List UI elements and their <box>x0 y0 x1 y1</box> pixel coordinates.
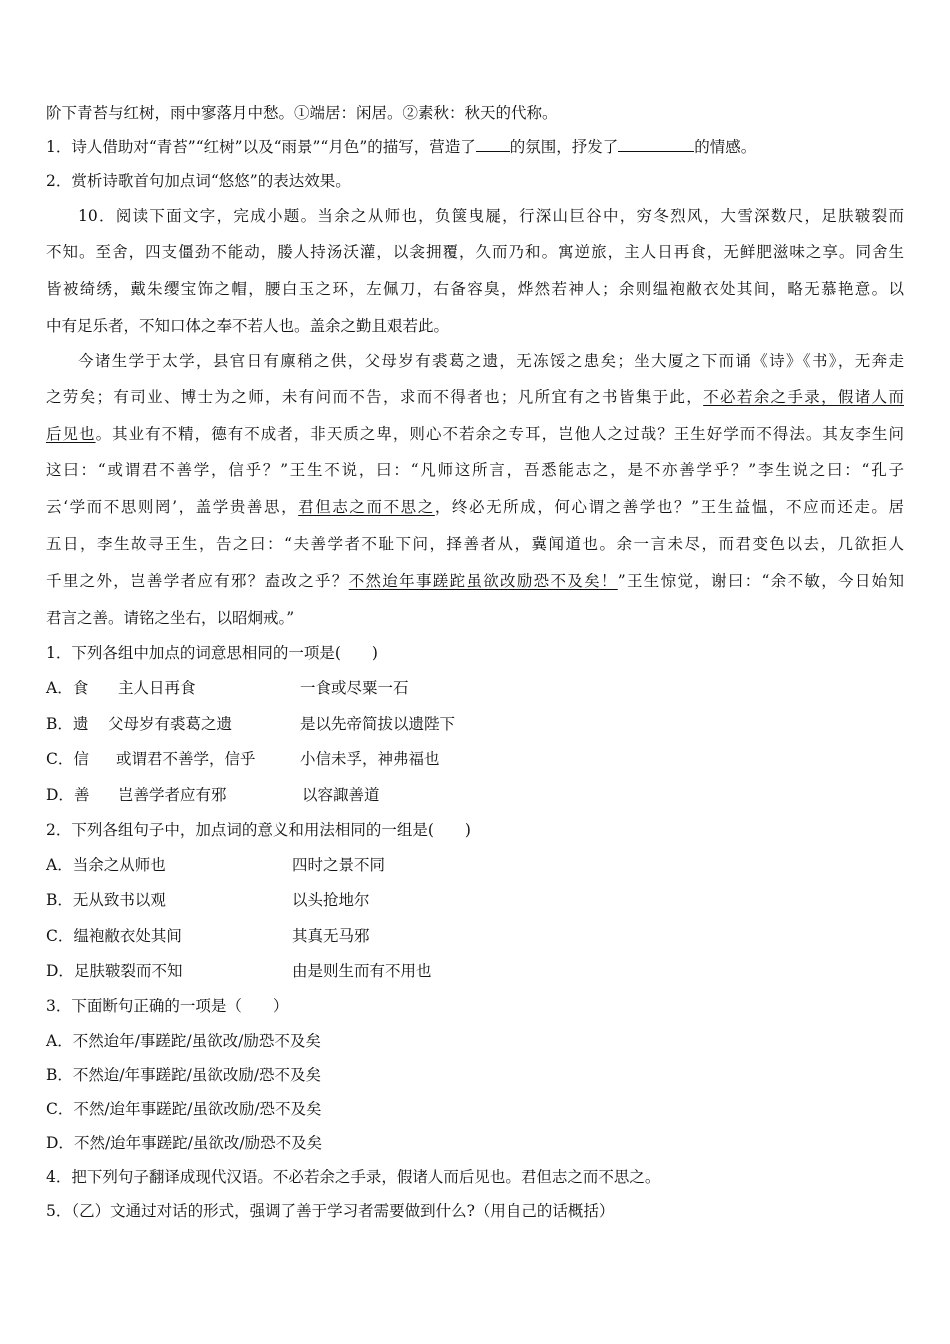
option-right: 以头抢地尔 <box>292 891 370 909</box>
option-word: 遗 <box>72 715 89 733</box>
passage-yi-l2-text: 之劳矣；有司业、博士为之师，未有问而不告，求而不得者也；凡所宜有之书皆集于此， <box>46 388 704 406</box>
option-label: B． <box>46 715 73 733</box>
q1-option-d[interactable] <box>46 785 906 805</box>
poem-q2-text: 赏析诗歌首句加点词“悠悠”的表达效果。 <box>71 172 351 190</box>
option-label: A． <box>46 679 73 697</box>
option-text: 不然/迨年事蹉跎/虽欲改/励恐不及矣 <box>73 1134 323 1152</box>
passage-jia-line-2: 不知。至舍，四支僵劲不能动，媵人持汤沃灌，以衾拥覆，久而乃和。寓逆旅，主人日再食，无鲜肥滋味之享。同舍生 <box>46 243 904 261</box>
passage-yi-line-7 <box>46 571 904 591</box>
q3-option-a[interactable] <box>46 1031 906 1051</box>
option-left: 当余之从师也 <box>72 856 166 874</box>
underlined-sentence-1b: 后见也 <box>46 425 96 443</box>
underlined-sentence-3: 不然迨年事蹉跎虽欲改励恐不及矣！ <box>348 572 618 590</box>
option-right: 是以先帝简拔以遗陛下 <box>300 715 456 733</box>
option-left: 无从致书以观 <box>72 891 166 909</box>
option-left: 父母岁有裘葛之遗 <box>108 715 233 733</box>
q1-option-b[interactable] <box>46 714 906 734</box>
passage-yi-l3-text: 。其业有不精，德有不成者，非天质之卑，则心不若余之专耳，岂他人之过哉？王生好学而不得法。其友李生问 <box>95 425 904 443</box>
passage-yi-l5-text-a: 云‘学而不思则罔’，盖学贵善思， <box>46 498 299 516</box>
option-label: C． <box>46 927 74 945</box>
option-text: 不然迨/年事蹉跎/虽欲改励/恐不及矣 <box>72 1066 322 1084</box>
option-right: 以容諏善道 <box>302 786 380 804</box>
q2-option-b[interactable] <box>46 890 906 910</box>
option-right: 一食或尽粟一石 <box>300 679 409 697</box>
option-label: C． <box>46 750 74 768</box>
poem-q1-text-2: 的氛围，抒发了 <box>509 138 619 156</box>
option-word: 食 <box>72 679 89 697</box>
q2-option-d[interactable] <box>46 961 906 981</box>
underlined-sentence-2: 君但志之而不思之 <box>298 498 435 516</box>
q1-option-a[interactable] <box>46 678 906 698</box>
passage-yi-line-8: 君言之善。请铭之坐右，以昭炯戒。” <box>46 609 295 627</box>
poem-question-1 <box>46 137 906 157</box>
underlined-sentence-1a: 不必若余之手录，假诸人而 <box>703 388 904 406</box>
option-text: 不然迨年/事蹉跎/虽欲改/励恐不及矣 <box>72 1032 321 1050</box>
option-right: 小信未孚，神弗福也 <box>300 750 440 768</box>
passage-yi-line-6: 五日，李生故寻王生，告之曰：“夫善学者不耻下问，择善者从，冀闻道也。余一言未尽，而君变色以去，几欲拒人 <box>46 535 904 553</box>
poem-q1-number: 1． <box>46 138 72 156</box>
q3-option-c[interactable] <box>46 1099 906 1119</box>
passage-yi-l7-text-a: 千里之外，岂善学者应有邪？盍改之乎？ <box>46 572 349 590</box>
q4-text: 4．把下列句子翻译成现代汉语。不必若余之手录，假诸人而后见也。君但志之而不思之。 <box>46 1168 661 1186</box>
option-right: 四时之景不同 <box>292 856 386 874</box>
option-left: 或谓君不善学，信乎 <box>116 750 256 768</box>
option-label: D． <box>46 786 74 804</box>
poem-q1-text-3: 的情感。 <box>694 138 757 156</box>
option-label: C． <box>46 1100 74 1118</box>
passage-jia-line-3: 皆被绮绣，戴朱缨宝饰之帽，腰白玉之环，左佩刀，右备容臭，烨然若神人；余则缊袍敝衣处其间，略无慕艳意。以 <box>46 280 904 298</box>
poem-q2-number: 2． <box>46 172 72 190</box>
passage-yi-line-3 <box>46 424 904 444</box>
passage-yi-l7-text-b: ”王生惊觉，谢曰：“余不敏，今日始知 <box>617 572 904 590</box>
poem-question-2 <box>46 171 906 191</box>
q3-stem: 3．下面断句正确的一项是（ ） <box>46 997 289 1015</box>
passage-yi-line-5 <box>46 497 904 517</box>
option-label: A． <box>46 1032 73 1050</box>
option-label: B． <box>46 1066 73 1084</box>
passage-jia-line-1: 10．阅读下面文字，完成小题。当余之从师也，负箧曳屣，行深山巨谷中，穷冬烈风，大雪深数尺，足肤皲裂而 <box>78 207 904 225</box>
passage-yi-line-1: 今诸生学于太学，县官日有廪稍之供，父母岁有裘葛之遗，无冻馁之患矣；坐大厦之下而诵《诗》《书》，无奔走 <box>78 352 904 370</box>
option-label: B． <box>46 891 73 909</box>
answer-blank-1[interactable] <box>476 137 510 152</box>
passage-yi-line-4: 这曰：“或谓君不善学，信乎？”王生不说，曰：“凡师这所言，吾悉能志之，是不亦善学乎？”李生说之曰：“孔子 <box>46 461 904 479</box>
poem-q1-text-1: 诗人借助对“青苔”“红树”以及“雨景”“月色”的描写，营造了 <box>71 138 476 156</box>
q5-text: 5．（乙）文通过对话的形式，强调了善于学习者需要做到什么?（用自己的话概括） <box>46 1202 615 1220</box>
option-left: 主人日再食 <box>118 679 196 697</box>
option-label: D． <box>46 1134 74 1152</box>
option-left: 岂善学者应有邪 <box>118 786 227 804</box>
poem-tail-line: 阶下青苔与红树，雨中寥落月中愁。①端居：闲居。②素秋：秋天的代称。 <box>46 104 558 122</box>
option-word: 信 <box>73 750 89 768</box>
option-label: A． <box>46 856 73 874</box>
q3-option-b[interactable] <box>46 1065 906 1085</box>
option-word: 善 <box>73 786 90 804</box>
option-right: 其真无马邪 <box>292 927 370 945</box>
passage-jia-line-4: 中有足乐者，不知口体之奉不若人也。盖余之勤且艰若此。 <box>46 317 450 335</box>
option-left: 缊袍敝衣处其间 <box>73 927 182 945</box>
q2-option-a[interactable] <box>46 855 906 875</box>
option-label: D． <box>46 962 74 980</box>
q1-stem: 1．下列各组中加点的词意思相同的一项是( ) <box>46 644 378 662</box>
option-left: 足肤皲裂而不知 <box>73 962 183 980</box>
option-text: 不然/迨年事蹉跎/虽欲改励/恐不及矣 <box>73 1100 322 1118</box>
answer-blank-2[interactable] <box>618 137 694 152</box>
option-right: 由是则生而有不用也 <box>292 962 432 980</box>
q2-stem: 2．下列各组句子中，加点词的意义和用法相同的一组是( ) <box>46 821 471 839</box>
passage-yi-line-2 <box>46 387 904 407</box>
q1-option-c[interactable] <box>46 749 906 769</box>
passage-yi-l5-text-b: ，终必无所成，何心谓之善学也？”王生益愠，不应而还走。居 <box>434 498 904 516</box>
q2-option-c[interactable] <box>46 926 906 946</box>
q3-option-d[interactable] <box>46 1133 906 1153</box>
